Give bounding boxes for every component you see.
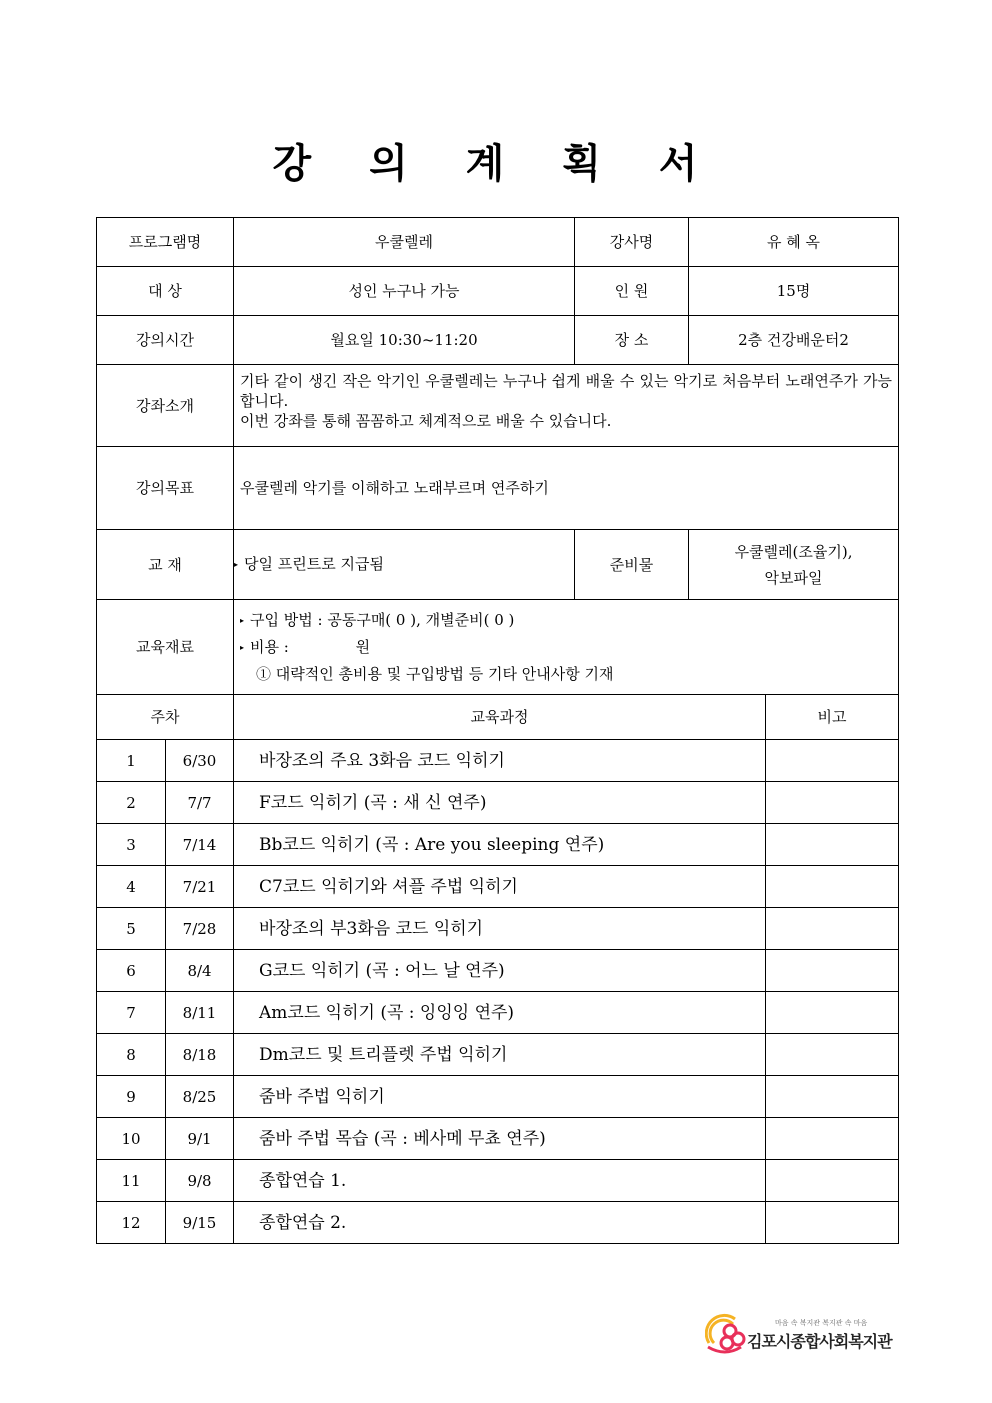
week-number: 1 (97, 740, 166, 782)
schedule-row (97, 1160, 899, 1202)
course-note (766, 1202, 899, 1244)
instructor-value: 유 혜 옥 (689, 218, 899, 267)
intro-line: 기타 같이 생긴 작은 악기인 우쿨렐레는 누구나 쉽게 배울 수 있는 악기로 처음부터 노래연주가 가능합니다. (240, 371, 893, 410)
materials-label: 교육재료 (97, 600, 234, 695)
place-label: 장 소 (575, 316, 689, 365)
week-number: 12 (97, 1202, 166, 1244)
time-value: 월요일 10:30~11:20 (234, 316, 575, 365)
course-content: 줌바 주법 목습 (곡 : 베사메 무쵸 연주) (234, 1118, 766, 1160)
intro-value (234, 365, 899, 447)
course-content: Dm코드 및 트리플렛 주법 익히기 (234, 1034, 766, 1076)
logo-icon (705, 1313, 750, 1357)
course-note (766, 824, 899, 866)
schedule-row (97, 950, 899, 992)
course-content: 바장조의 부3화음 코드 익히기 (234, 908, 766, 950)
target-label: 대 상 (97, 267, 234, 316)
lecture-plan-table (96, 217, 899, 1244)
week-date: 8/11 (166, 992, 234, 1034)
course-content: Am코드 익히기 (곡 : 잉잉잉 연주) (234, 992, 766, 1034)
course-content: F코드 익히기 (곡 : 새 신 연주) (234, 782, 766, 824)
course-content: 종합연습 1. (234, 1160, 766, 1202)
goal-label: 강의목표 (97, 447, 234, 530)
course-content: Bb코드 익히기 (곡 : Are you sleeping 연주) (234, 824, 766, 866)
header-week: 주차 (97, 695, 234, 740)
course-note (766, 1034, 899, 1076)
schedule-row (97, 1202, 899, 1244)
course-note (766, 1118, 899, 1160)
supplies-line: 우쿨렐레(조율기), (734, 542, 853, 561)
time-label: 강의시간 (97, 316, 234, 365)
week-number: 2 (97, 782, 166, 824)
course-content: 바장조의 주요 3화음 코드 익히기 (234, 740, 766, 782)
schedule-row (97, 908, 899, 950)
week-number: 11 (97, 1160, 166, 1202)
intro-label: 강좌소개 (97, 365, 234, 447)
logo-name: 김포시종합사회복지관 (747, 1332, 892, 1351)
course-note (766, 992, 899, 1034)
week-number: 6 (97, 950, 166, 992)
week-number: 9 (97, 1076, 166, 1118)
week-date: 8/4 (166, 950, 234, 992)
materials-line: 구입 방법 : 공동구매( 0 ), 개별준비( 0 ) (250, 611, 515, 629)
course-note (766, 1076, 899, 1118)
materials-line: 비용 : 원 (250, 638, 371, 656)
supplies-value (689, 530, 899, 600)
capacity-value: 15명 (689, 267, 899, 316)
schedule-row (97, 1034, 899, 1076)
week-date: 9/1 (166, 1118, 234, 1160)
week-date: 7/7 (166, 782, 234, 824)
course-note (766, 782, 899, 824)
program-value: 우쿨렐레 (234, 218, 575, 267)
course-content: 종합연습 2. (234, 1202, 766, 1244)
week-date: 7/14 (166, 824, 234, 866)
week-date: 7/21 (166, 866, 234, 908)
target-value: 성인 누구나 가능 (234, 267, 575, 316)
bullet-icon: ▸ (234, 560, 239, 569)
bullet-icon: ▸ (240, 643, 245, 652)
logo-tagline: 마음 속 복지관 복지관 속 마음 (775, 1319, 868, 1327)
week-number: 3 (97, 824, 166, 866)
schedule-row (97, 1118, 899, 1160)
supplies-label: 준비물 (575, 530, 689, 600)
capacity-label: 인 원 (575, 267, 689, 316)
week-date: 9/15 (166, 1202, 234, 1244)
course-note (766, 740, 899, 782)
goal-value: 우쿨렐레 악기를 이해하고 노래부르며 연주하기 (234, 447, 899, 530)
week-number: 4 (97, 866, 166, 908)
course-content: 줌바 주법 익히기 (234, 1076, 766, 1118)
supplies-line: 악보파일 (764, 568, 823, 587)
week-number: 10 (97, 1118, 166, 1160)
schedule-row (97, 824, 899, 866)
header-course: 교육과정 (234, 695, 766, 740)
schedule-row (97, 782, 899, 824)
week-date: 8/18 (166, 1034, 234, 1076)
week-date: 6/30 (166, 740, 234, 782)
instructor-label: 강사명 (575, 218, 689, 267)
bullet-icon: ▸ (240, 616, 245, 625)
textbook-label: 교 재 (97, 530, 234, 600)
textbook-text: 당일 프린트로 지급됨 (244, 555, 384, 573)
program-label: 프로그램명 (97, 218, 234, 267)
page-title: 강 의 계 획 서 (272, 141, 720, 187)
course-note (766, 1160, 899, 1202)
schedule-row (97, 866, 899, 908)
week-date: 7/28 (166, 908, 234, 950)
materials-value (234, 600, 899, 695)
schedule-row (97, 1076, 899, 1118)
week-number: 5 (97, 908, 166, 950)
week-date: 8/25 (166, 1076, 234, 1118)
materials-line: ① 대략적인 총비용 및 구입방법 등 기타 안내사항 기재 (256, 665, 614, 683)
course-note (766, 908, 899, 950)
textbook-value (234, 530, 575, 600)
course-note (766, 950, 899, 992)
course-content: C7코드 익히기와 셔플 주법 익히기 (234, 866, 766, 908)
intro-line: 이번 강좌를 통해 꼼꼼하고 체계적으로 배울 수 있습니다. (240, 411, 612, 430)
week-number: 7 (97, 992, 166, 1034)
course-note (766, 866, 899, 908)
schedule-row (97, 992, 899, 1034)
organization-logo (705, 1313, 900, 1357)
course-content: G코드 익히기 (곡 : 어느 날 연주) (234, 950, 766, 992)
schedule-row (97, 740, 899, 782)
header-note: 비고 (766, 695, 899, 740)
place-value: 2층 건강배운터2 (689, 316, 899, 365)
week-date: 9/8 (166, 1160, 234, 1202)
week-number: 8 (97, 1034, 166, 1076)
